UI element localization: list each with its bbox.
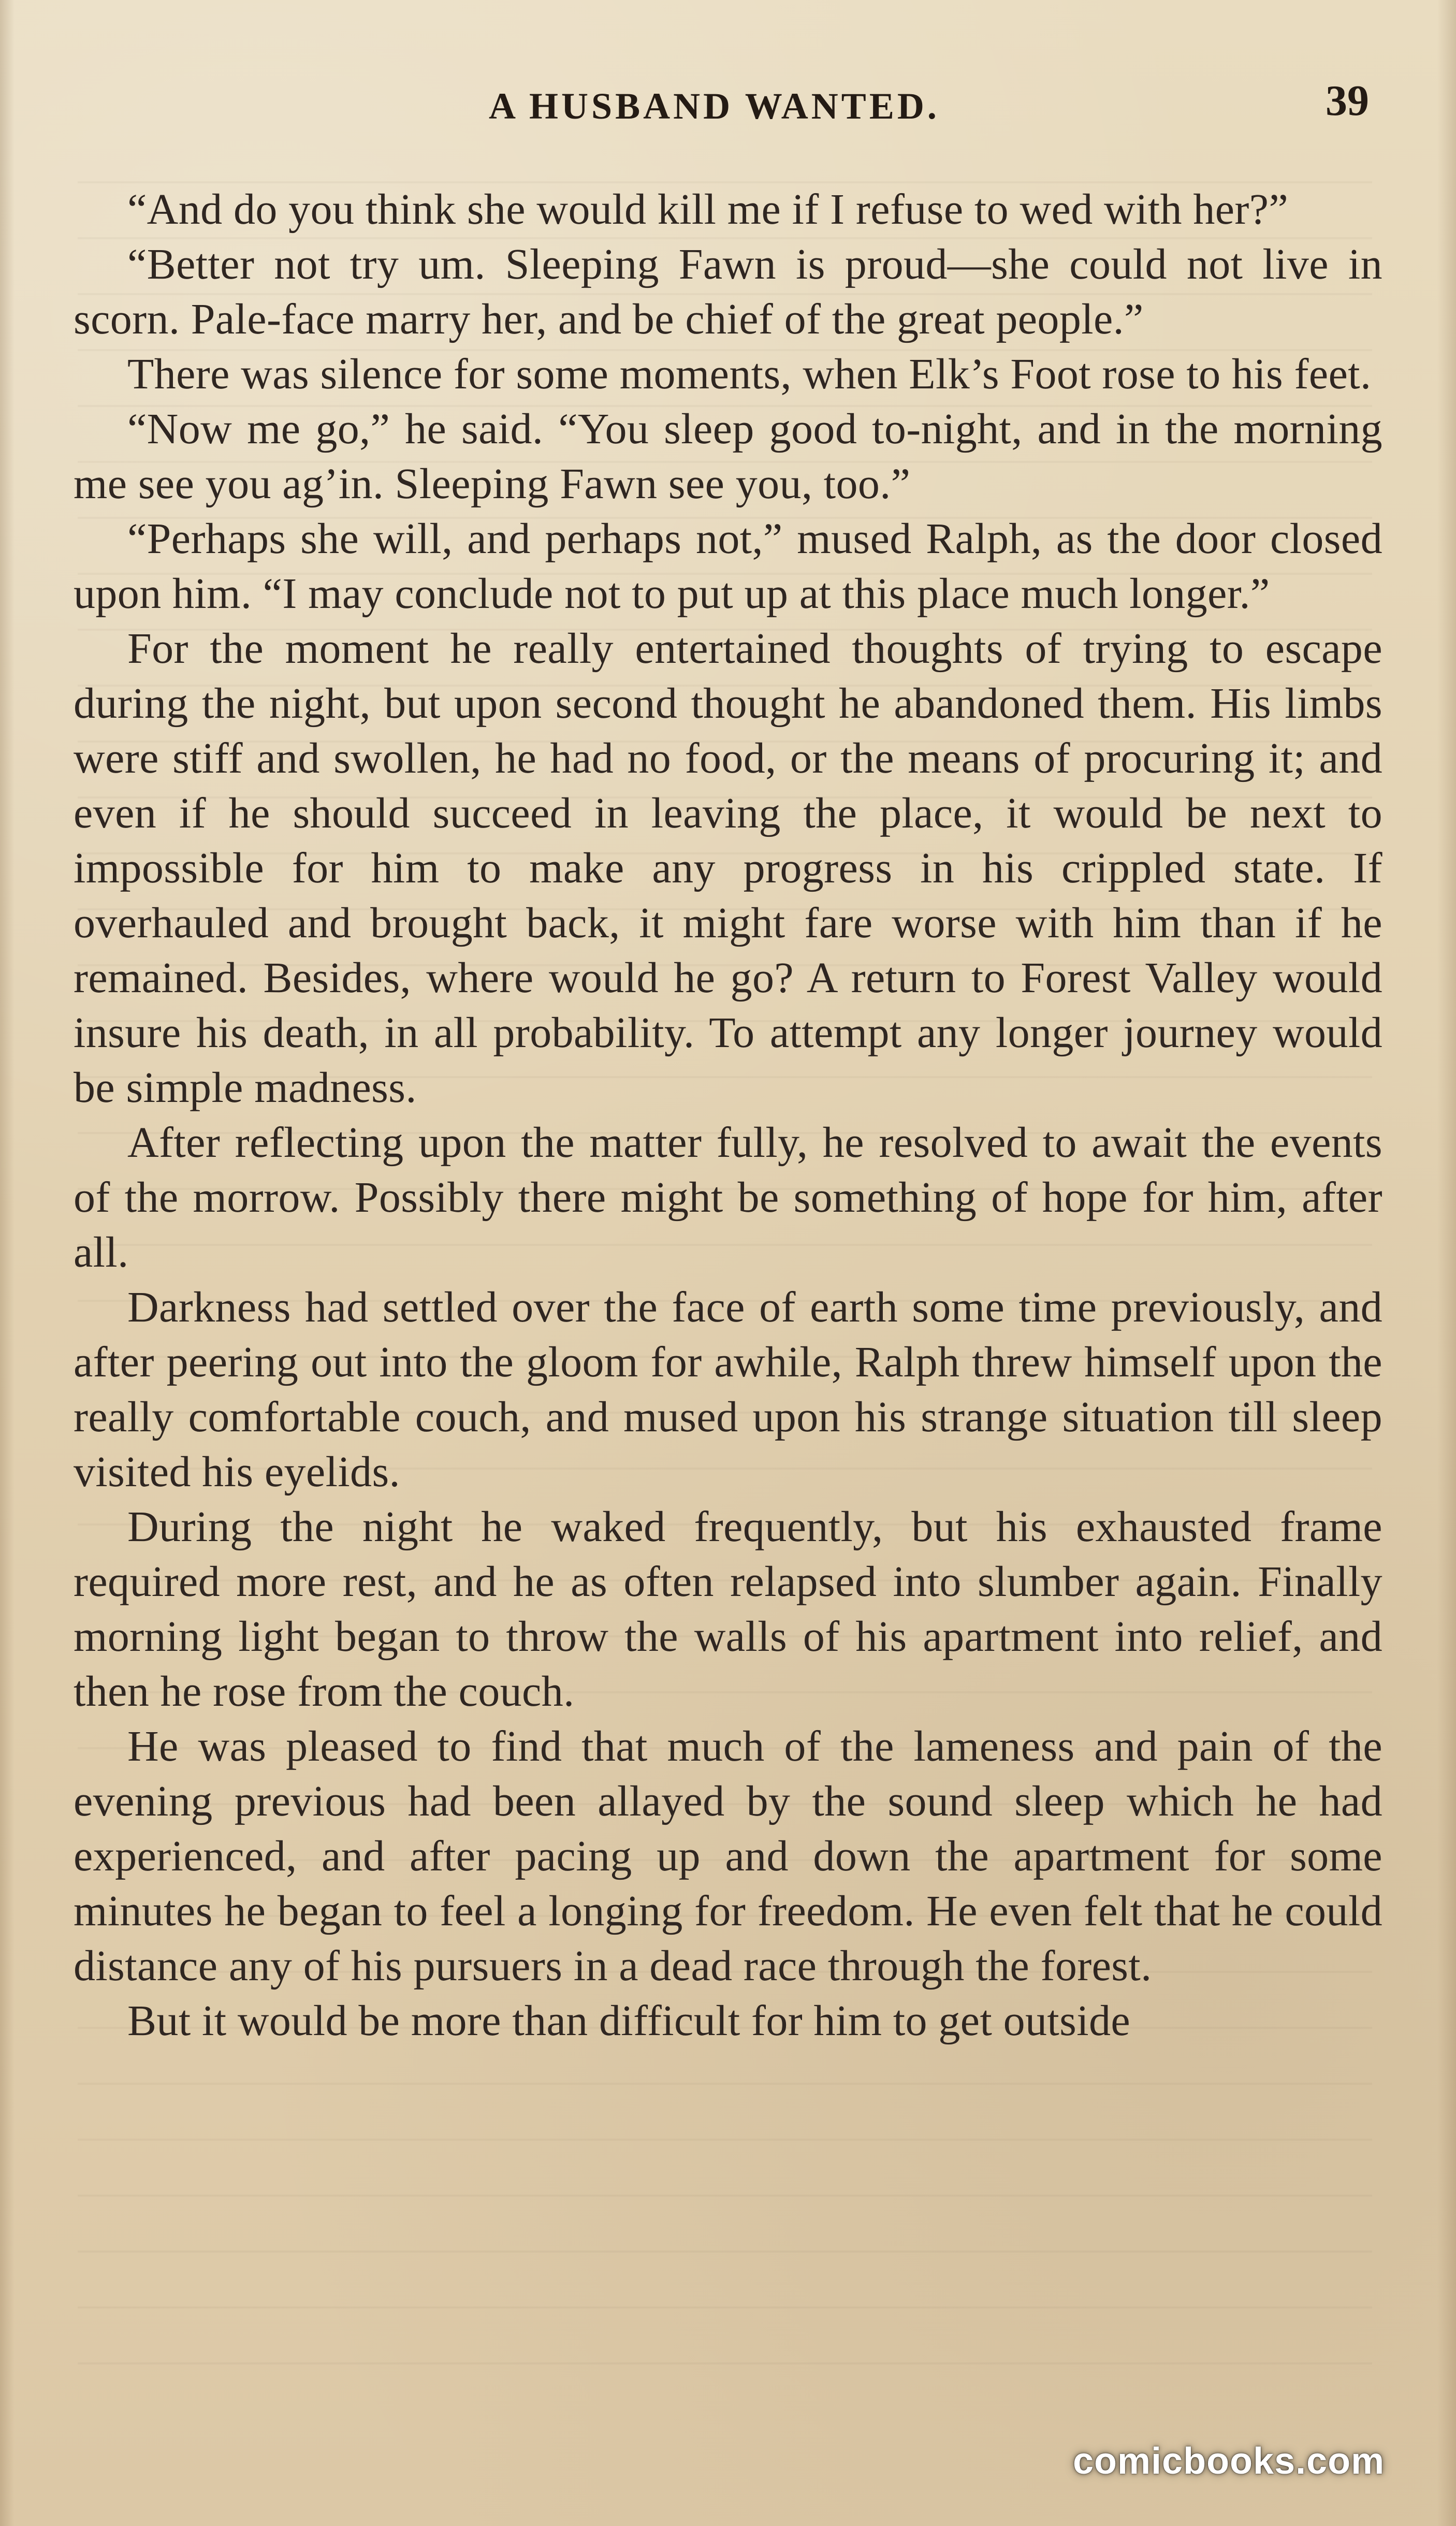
paragraph-7: After reflecting upon the matter fully, he resolved to await the events of the morrow. Possibly there might be something of hope for him, after all. — [74, 1119, 1382, 1276]
paragraph-11: But it would be more than difficult for him to get outside — [127, 1997, 1131, 2045]
paragraph-5: “Perhaps she will, and perhaps not,” mused Ralph, as the door closed upon him. “I may conclude not to put up at this place much longer.” — [74, 515, 1382, 618]
paragraph-1: “And do you think she would kill me if I refuse to wed with her?” — [127, 185, 1289, 234]
paragraph-4: “Now me go,” he said. “You sleep good to-night, and in the morning me see you ag’in. Sleeping Fawn see you, too.” — [74, 405, 1382, 508]
paragraph-9: During the night he waked frequently, but his exhausted frame required more rest, and he as often relapsed into slumber again. Finally morning light began to throw the walls of his apartment into relief, and then he rose from the couch. — [74, 1503, 1382, 1716]
story-text — [74, 182, 1382, 2049]
page-left-shadow — [0, 0, 14, 2526]
paragraph-6: For the moment he really entertained thoughts of trying to escape during the night, but upon second thought he abandoned them. His limbs were stiff and swollen, he had no food, or the means of procuring it; and even if he should succeed in leaving the place, it would be next to impossible for him to make any progress in his crippled state. If overhauled and brought back, it might fare worse with him than if he remained. Besides, where would he go? A return to Forest Valley would insure his death, in all probability. To attempt any longer journey would be simple madness. — [74, 625, 1382, 1112]
page-right-shadow — [1437, 0, 1456, 2526]
running-head: A HUSBAND WANTED. — [489, 85, 940, 127]
watermark-text: comicbooks.com — [1073, 2441, 1385, 2482]
paragraph-10: He was pleased to find that much of the lameness and pain of the evening previous had been allayed by the sound sleep which he had experienced, and after pacing up and down the apartment for some minutes he began to feel a longing for freedom. He even felt that he could distance any of his pursuers in a dead race through the forest. — [74, 1722, 1382, 1990]
paragraph-2: “Better not try um. Sleeping Fawn is proud—she could not live in scorn. Pale-face marry her, and be chief of the great people.” — [74, 240, 1382, 343]
paragraph-8: Darkness had settled over the face of earth some time previously, and after peering out into the gloom for awhile, Ralph threw himself upon the really comfortable couch, and mused upon his strange situation till sleep visited his eyelids. — [74, 1283, 1382, 1496]
page-number: 39 — [1326, 77, 1369, 125]
paragraph-3: There was silence for some moments, when Elk’s Foot rose to his feet. — [127, 350, 1372, 398]
